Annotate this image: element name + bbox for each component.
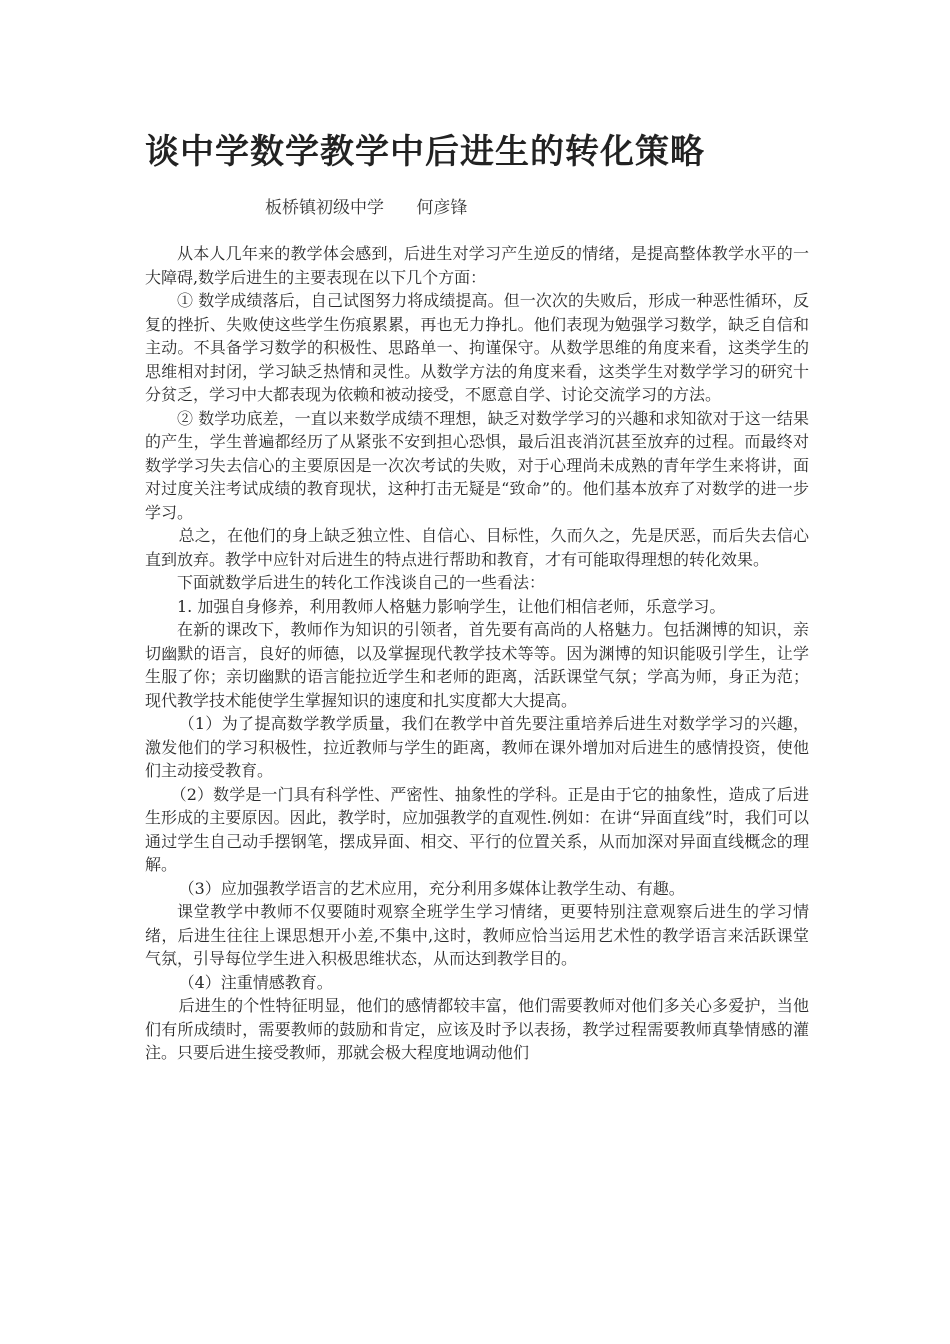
paragraph: （4）注重情感教育。 (178, 972, 333, 992)
paragraph: 1. 加强自身修养，利用教师人格魅力影响学生，让他们相信老师，乐意学习。 (177, 596, 726, 616)
paragraph: 下面就数学后进生的转化工作浅谈自己的一些看法： (177, 573, 546, 592)
paragraph: 从本人几年来的教学体会感到，后进生对学习产生逆反的情绪，是提高整体教学水平的一大障碍,数学后进生的主要表现在以下几个方面： (145, 244, 809, 287)
paragraph: （2）数学是一门具有科学性、严密性、抽象性的学科。正是由于它的抽象性，造成了后进生形成的主要原因。因此，教学时，应加强教学的直观性.例如：在讲“异面直线”时，我们可以通过学生自己动手摆钢笔，摆成异面、相交、平行的位置关系，从而加深对异面直线概念的理解。 (145, 784, 809, 874)
paragraph: （3）应加强教学语言的艺术应用，充分利用多媒体让教学生动、有趣。 (178, 878, 685, 898)
paragraph: 后进生的个性特征明显，他们的感情都较丰富，他们需要教师对他们多关心多爱护，当他们有所成绩时，需要教师的鼓励和肯定，应该及时予以表扬，教学过程需要教师真挚情感的灌注。只要后进生接受教师，那就会极大程度地调动他们 (145, 996, 809, 1062)
paragraph: 在新的课改下，教师作为知识的引领者，首先要有高尚的人格魅力。包括渊博的知识，亲切幽默的语言，良好的师德，以及掌握现代教学技术等等。因为渊博的知识能吸引学生，让学生服了你；亲切幽默的语言能拉近学生和老师的距离，活跃课堂气氛；学高为师，身正为范；现代教学技术能使学生掌握知识的速度和扎实度都大大提高。 (145, 620, 809, 710)
paragraph: （1）为了提高数学教学质量，我们在教学中首先要注重培养后进生对数学学习的兴趣，激发他们的学习积极性，拉近教师与学生的距离，教师在课外增加对后进生的感情投资，使他们主动接受教育。 (145, 714, 809, 780)
author-byline: 板桥镇初级中学 何彦锋 (265, 198, 468, 218)
paragraph: ① 数学成绩落后，自己试图努力将成绩提高。但一次次的失败后，形成一种恶性循环，反复的挫折、失败使这些学生伤痕累累，再也无力挣扎。他们表现为勉强学习数学，缺乏自信和主动。不具备学习数学的积极性、思路单一、拘谨保守。从数学思维的角度来看，这类学生的思维相对封闭，学习缺乏热情和灵性。从数学方法的角度来看，这类学生对数学学习的研究十分贫乏，学习中大都表现为依赖和被动接受，不愿意自学、讨论交流学习的方法。 (145, 291, 809, 404)
paragraph: 总之，在他们的身上缺乏独立性、自信心、目标性，久而久之，先是厌恶，而后失去信心直到放弃。教学中应针对后进生的特点进行帮助和教育，才有可能取得理想的转化效果。 (145, 526, 809, 569)
document-title: 谈中学数学教学中后进生的转化策略 (145, 132, 705, 172)
paragraph: ② 数学功底差，一直以来数学成绩不理想，缺乏对数学学习的兴趣和求知欲对于这一结果的产生，学生普遍都经历了从紧张不安到担心恐惧，最后沮丧消沉甚至放弃的过程。而最终对数学学习失去信心的主要原因是一次次考试的失败，对于心理尚未成熟的青年学生来将讲，面对过度关注考试成绩的教育现状，这种打击无疑是“致命”的。他们基本放弃了对数学的进一步学习。 (145, 408, 809, 522)
document-body (145, 242, 809, 1065)
paragraph: 课堂教学中教师不仅要随时观察全班学生学习情绪，更要特别注意观察后进生的学习情绪，后进生往往上课思想开小差,不集中,这时，教师应恰当运用艺术性的教学语言来活跃课堂气氛，引导每位学生进入积极思维状态，从而达到教学目的。 (145, 902, 809, 968)
